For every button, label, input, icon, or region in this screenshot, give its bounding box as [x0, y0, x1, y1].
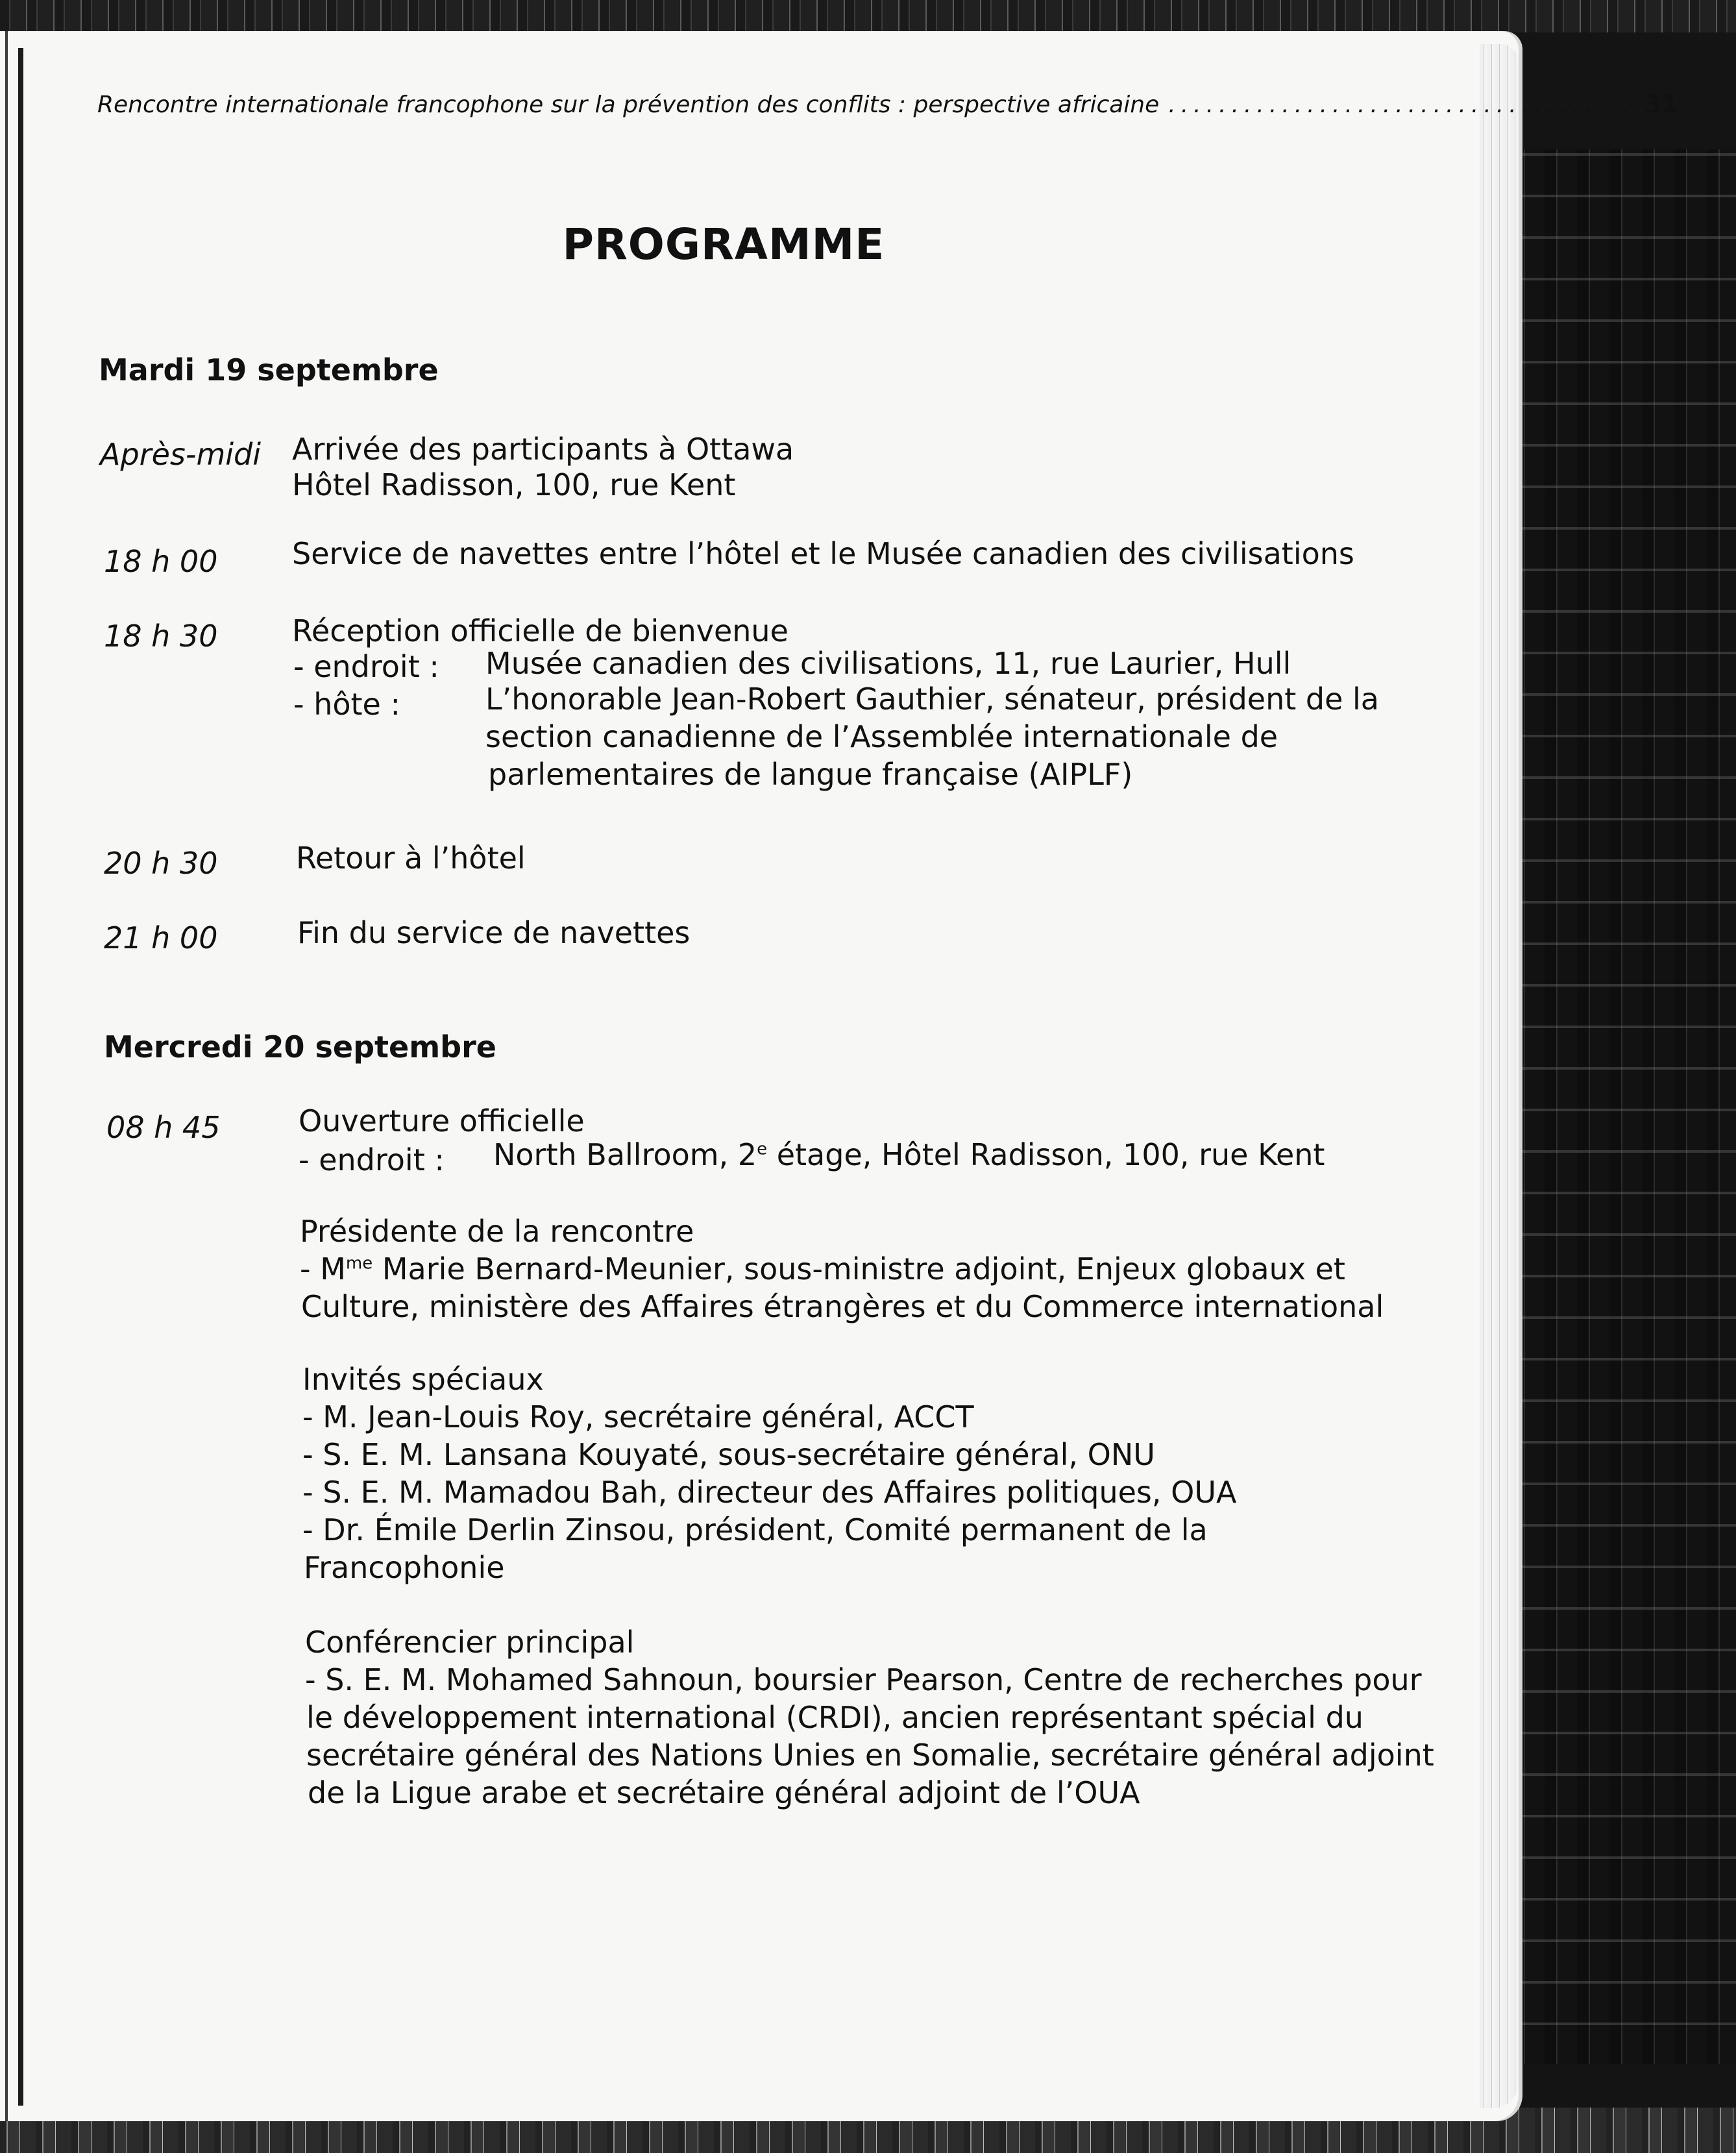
time-20h30: 20 h 30	[104, 846, 218, 881]
leader-dots: .....................................	[1168, 92, 1635, 118]
host-label: - hôte :	[293, 687, 400, 722]
page-binding-line	[18, 48, 23, 2106]
item-line: Arrivée des participants à Ottawa	[292, 432, 794, 467]
host-line: section canadienne de l’Assemblée internationale de	[485, 719, 1278, 754]
day-heading-2: Mercredi 20 septembre	[104, 1029, 496, 1064]
opening-title: Ouverture officielle	[299, 1103, 585, 1138]
item-line: Fin du service de navettes	[297, 915, 691, 950]
item-line: Service de navettes entre l’hôtel et le Musée canadien des civilisations	[292, 536, 1354, 571]
time-18h00: 18 h 00	[104, 544, 218, 579]
guest-line: Francophonie	[304, 1550, 505, 1585]
guest-line: - Dr. Émile Derlin Zinsou, président, Comité permanent de la	[302, 1512, 1208, 1547]
running-title: Rencontre internationale francophone sur la prévention des conflits : perspective africaine	[97, 92, 1160, 118]
document-page	[0, 31, 1679, 2121]
speaker-line: - S. E. M. Mohamed Sahnoun, boursier Pearson, Centre de recherches pour	[305, 1662, 1422, 1697]
running-header	[97, 90, 1679, 118]
guests-heading: Invités spéciaux	[302, 1362, 544, 1397]
item-title: Réception officielle de bienvenue	[292, 613, 789, 648]
guest-line: - S. E. M. Mamadou Bah, directeur des Affaires politiques, OUA	[302, 1475, 1237, 1510]
item-line: Hôtel Radisson, 100, rue Kent	[292, 467, 736, 502]
time-apres-midi: Après-midi	[100, 437, 262, 472]
time-21h00: 21 h 00	[104, 920, 218, 955]
president-heading: Présidente de la rencontre	[300, 1214, 694, 1249]
host-line: parlementaires de langue française (AIPLF)	[488, 757, 1133, 792]
speaker-heading: Conférencier principal	[305, 1625, 635, 1660]
guest-line: - M. Jean-Louis Roy, secrétaire général, ACCT	[302, 1399, 974, 1434]
place-value: Musée canadien des civilisations, 11, rue Laurier, Hull	[485, 646, 1291, 681]
place-value: North Ballroom, 2e étage, Hôtel Radisson, 100, rue Kent	[493, 1137, 1325, 1172]
speaker-line: secrétaire général des Nations Unies en Somalie, secrétaire général adjoint	[306, 1738, 1434, 1773]
speaker-line: le développement international (CRDI), ancien représentant spécial du	[306, 1700, 1363, 1735]
time-18h30: 18 h 30	[104, 619, 218, 654]
page-stack-edge	[1480, 44, 1519, 2108]
page-title: PROGRAMME	[562, 219, 885, 269]
time-08h45: 08 h 45	[106, 1110, 221, 1145]
president-line: Culture, ministère des Affaires étrangères et du Commerce international	[301, 1289, 1384, 1324]
place-label: - endroit :	[293, 649, 439, 684]
page-binding-edge	[5, 31, 8, 2121]
president-line: - $M^{me}$ Marie Bernard-Meunier, sous-ministre adjoint, Enjeux globaux et	[300, 1251, 1345, 1286]
speaker-line: de la Ligue arabe et secrétaire général adjoint de l’OUA	[308, 1775, 1140, 1810]
guest-line: - S. E. M. Lansana Kouyaté, sous-secrétaire général, ONU	[302, 1437, 1155, 1472]
item-line: Retour à l’hôtel	[296, 841, 526, 876]
scan-border-top	[0, 0, 1736, 32]
host-line: L’honorable Jean-Robert Gauthier, sénateur, président de la	[485, 682, 1379, 717]
place-label: - endroit :	[299, 1142, 445, 1177]
scan-border-right	[1512, 149, 1736, 2064]
day-heading-1: Mardi 19 septembre	[99, 352, 439, 388]
page-number: 31	[1644, 90, 1679, 118]
